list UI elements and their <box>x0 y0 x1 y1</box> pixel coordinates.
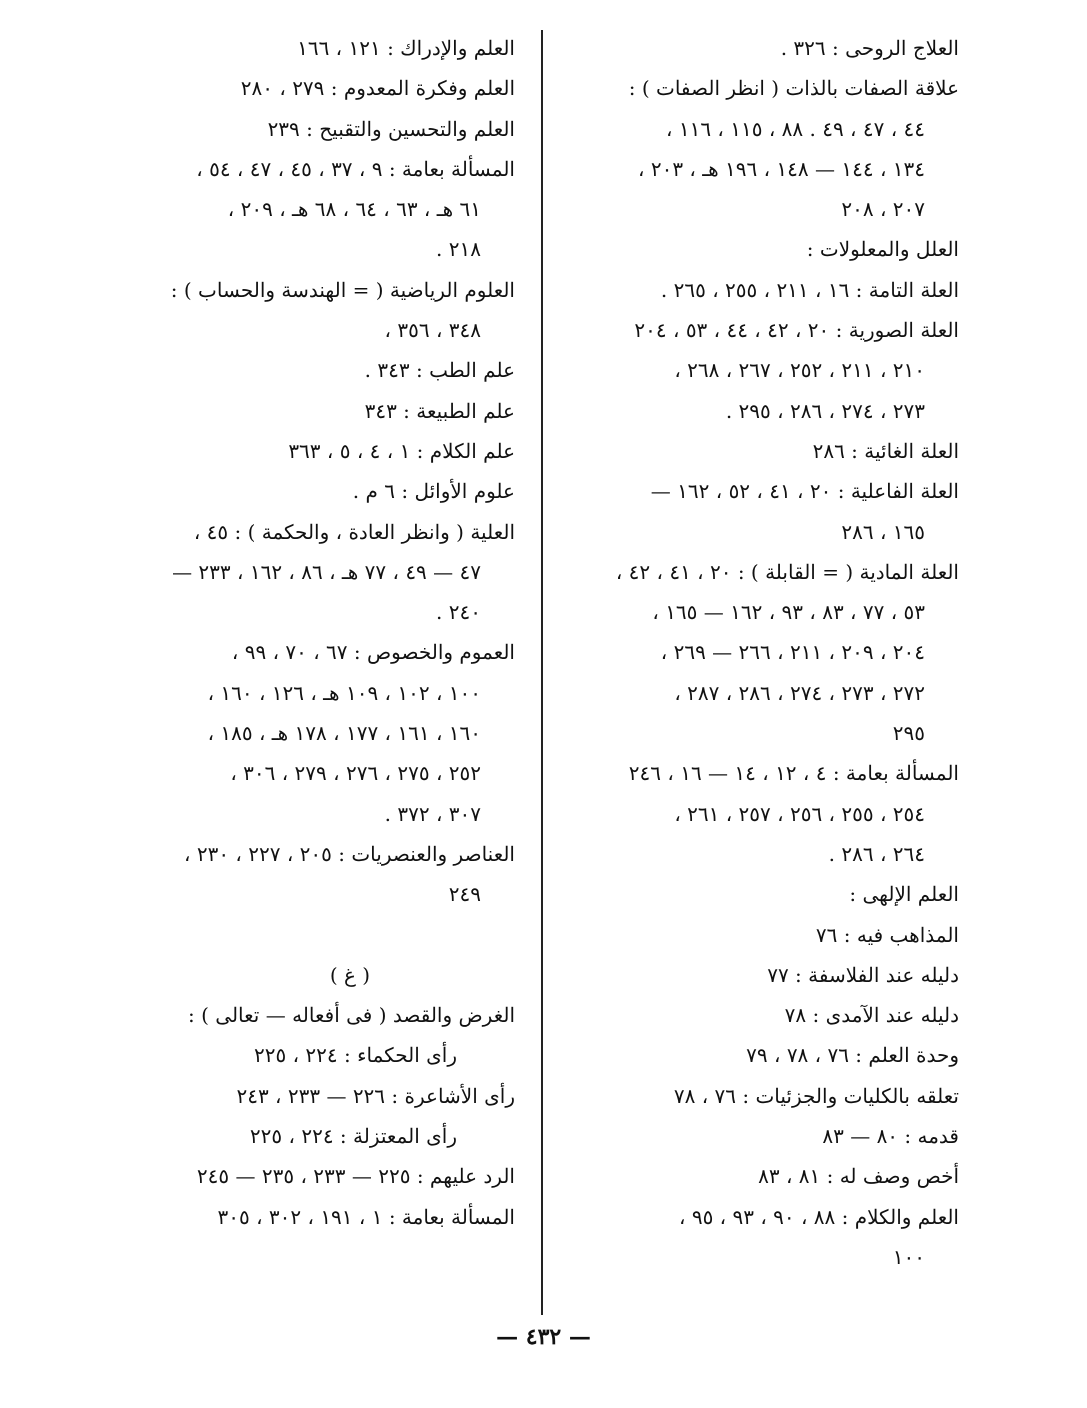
left-column <box>125 28 515 1237</box>
page-number: — ٤٣٢ — <box>496 1324 591 1350</box>
index-entry-line: أخص وصف له : ٨١ ، ٨٣ <box>758 1164 959 1189</box>
index-entry-line: ٤٧ — ٤٩ ، ٧٧ هـ ، ٨٦ ، ١٦٢ ، ٢٣٣ — <box>172 559 481 584</box>
index-entry-line: ٢٥٤ ، ٢٥٥ ، ٢٥٦ ، ٢٥٧ ، ٢٦١ ، <box>674 801 925 826</box>
index-entry-line: العموم والخصوص : ٦٧ ، ٧٠ ، ٩٩ ، <box>231 640 515 665</box>
index-entry-line: العلاج الروحى : ٣٢٦ . <box>780 36 959 60</box>
index-entry-line: ٢٤٩ <box>448 882 481 907</box>
index-entry-line: علم الكلام : ١ ، ٤ ، ٥ ، ٣٦٣ <box>288 438 515 463</box>
index-entry-line: ١٦٥ ، ٢٨٦ <box>841 519 925 544</box>
index-entry-line: ٢٠٤ ، ٢٠٩ ، ٢١١ ، ٢٦٦ — ٢٦٩ ، <box>660 640 925 665</box>
index-entry-line: ١٦٠ ، ١٦١ ، ١٧٧ ، ١٧٨ هـ ، ١٨٥ ، <box>207 721 481 746</box>
index-entry-line: العلم والكلام : ٨٨ ، ٩٠ ، ٩٣ ، ٩٥ ، <box>679 1204 959 1229</box>
index-entry-line: علوم الأوائل : ٦ م . <box>352 479 515 504</box>
index-entry-line: دليله عند الآمدى : ٧٨ <box>784 1003 959 1028</box>
index-entry-line: دليله عند الفلاسفة : ٧٧ <box>767 962 959 987</box>
index-entry-line: العلة التامة : ١٦ ، ٢١١ ، ٢٥٥ ، ٢٦٥ . <box>660 277 959 302</box>
index-entry-line: الغرض والقصد ( فى أفعاله — تعالى ) : <box>188 1003 515 1028</box>
index-entry-line: المسألة بعامة : ٤ ، ١٢ ، ١٤ — ١٦ ، ٢٤٦ <box>628 761 959 786</box>
index-entry-line: قدمه : ٨٠ — ٨٣ <box>822 1124 959 1149</box>
index-entry-line: ٢٦٤ ، ٢٨٦ . <box>828 841 925 866</box>
index-entry-line: المسألة بعامة : ٩ ، ٣٧ ، ٤٥ ، ٤٧ ، ٥٤ ، <box>196 156 515 181</box>
index-entry-line: المذاهب فيه : ٧٦ <box>815 922 959 947</box>
index-entry-line: العناصر والعنصريات : ٢٠٥ ، ٢٢٧ ، ٢٣٠ ، <box>184 841 515 866</box>
index-entry-line: وحدة العلم : ٧٦ ، ٧٨ ، ٧٩ <box>746 1043 959 1068</box>
index-entry-line: المسألة بعامة : ١ ، ١٩١ ، ٣٠٢ ، ٣٠٥ <box>217 1204 515 1229</box>
index-entry-line: العلة المادية ( = القابلة ) : ٢٠ ، ٤١ ، ٤٢ ، <box>615 559 959 584</box>
index-entry-line: رأى المعتزلة : ٢٢٤ ، ٢٢٥ <box>249 1124 457 1149</box>
index-entry-line: ١٣٤ ، ١٤٤ — ١٤٨ ، ١٩٦ هـ ، ٢٠٣ ، <box>638 156 925 181</box>
index-entry-line: العلم وفكرة المعدوم : ٢٧٩ ، ٢٨٠ <box>240 76 515 101</box>
index-entry-line: علم الطبيعة : ٣٤٣ <box>364 398 515 423</box>
index-entry-line: العلة الصورية : ٢٠ ، ٤٢ ، ٤٤ ، ٥٣ ، ٢٠٤ <box>634 318 959 343</box>
index-entry-line: ٢٠٧ ، ٢٠٨ <box>841 197 925 222</box>
index-entry-line: ٢١٠ ، ٢١١ ، ٢٥٢ ، ٢٦٧ ، ٢٦٨ ، <box>674 358 925 383</box>
index-entry-line: ١٠٠ ، ١٠٢ ، ١٠٩ هـ ، ١٢٦ ، ١٦٠ ، <box>207 680 481 705</box>
index-entry-line: العلة الغائية : ٢٨٦ <box>812 438 959 463</box>
index-entry-line: علم الطب : ٣٤٣ . <box>364 358 515 383</box>
index-entry-line <box>125 915 515 955</box>
index-entry-line: الرد عليهم : ٢٢٥ — ٢٣٣ ، ٢٣٥ — ٢٤٥ <box>196 1164 515 1189</box>
index-entry-line: علاقة الصفات بالذات ( انظر الصفات ) : <box>628 76 959 101</box>
index-entry-line: العلل والمعلولات : <box>806 237 959 262</box>
index-entry-line: العلم والتحسين والتقبيح : ٢٣٩ <box>267 116 515 141</box>
index-entry-line: ٢٧٣ ، ٢٧٤ ، ٢٨٦ ، ٢٩٥ . <box>725 398 925 423</box>
index-entry-line: ٢٥٢ ، ٢٧٥ ، ٢٧٦ ، ٢٧٩ ، ٣٠٦ ، <box>230 761 481 786</box>
index-entry-line: ٢٩٥ <box>892 721 925 746</box>
section-letter-text: ( غ ) <box>329 962 371 987</box>
index-entry-line: ٢٧٢ ، ٢٧٣ ، ٢٧٤ ، ٢٨٦ ، ٢٨٧ ، <box>674 680 925 705</box>
index-entry-line: ٦١ هـ ، ٦٣ ، ٦٤ ، ٦٨ هـ ، ٢٠٩ ، <box>227 197 481 222</box>
column-divider <box>541 30 543 1315</box>
index-entry-line: العلة الفاعلية : ٢٠ ، ٤١ ، ٥٢ ، ١٦٢ — <box>650 479 959 504</box>
index-entry-line: تعلقه بالكليات والجزئيات : ٧٦ ، ٧٨ <box>673 1083 959 1108</box>
index-entry-line: ٢٤٠ . <box>436 600 481 625</box>
index-entry-line: رأى الحكماء : ٢٢٤ ، ٢٢٥ <box>254 1043 457 1068</box>
index-entry-line: ٤٤ ، ٤٧ ، ٤٩ . ٨٨ ، ١١٥ ، ١١٦ ، <box>666 116 925 141</box>
index-entry-line: ٣٤٨ ، ٣٥٦ ، <box>384 318 481 343</box>
index-entry-line: ٢١٨ . <box>436 237 481 262</box>
section-letter-heading <box>125 955 515 995</box>
index-entry-line: ٥٣ ، ٧٧ ، ٨٣ ، ٩٣ ، ١٦٢ — ١٦٥ ، <box>652 600 925 625</box>
index-entry-line: العلية ( وانظر العادة ، والحكمة ) : ٤٥ ، <box>193 519 515 544</box>
index-entry-line: العلم الإلهى : <box>849 882 959 907</box>
index-entry-line: ٣٠٧ ، ٣٧٢ . <box>384 801 481 826</box>
index-entry-line: ١٠٠ <box>892 1244 925 1269</box>
index-entry-line: العلوم الرياضية ( = الهندسة والحساب ) : <box>170 277 515 302</box>
right-column <box>559 28 959 1277</box>
index-entry-line: العلم والإدراك : ١٢١ ، ١٦٦ <box>297 36 515 60</box>
index-entry-line: رأى الأشاعرة : ٢٢٦ — ٢٣٣ ، ٢٤٣ <box>236 1083 515 1108</box>
